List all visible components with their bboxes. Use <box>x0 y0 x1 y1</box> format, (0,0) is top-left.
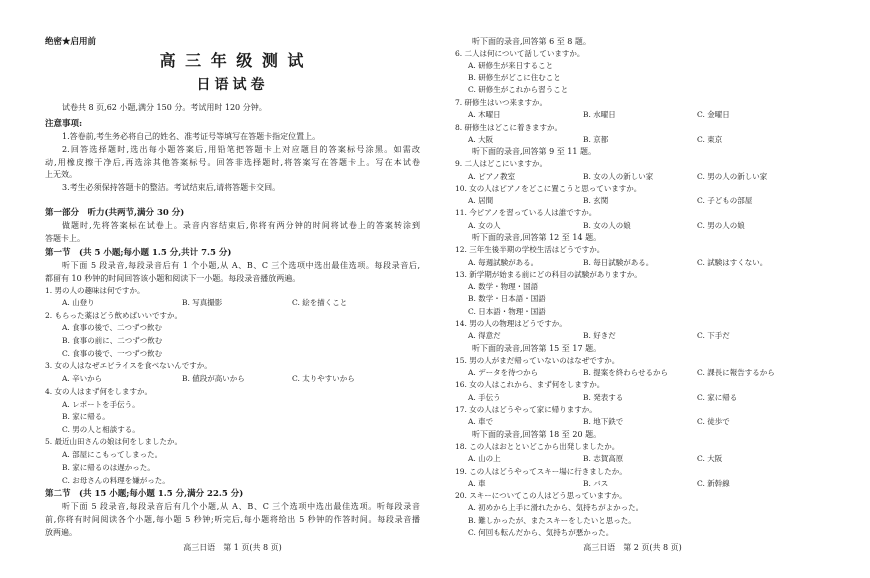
question-text: 2. もらった薬はどう飲めばいいですか。 <box>45 311 183 320</box>
group-intro: 听下面的录音,回答第 15 至 17 题。 <box>472 344 602 353</box>
notice-item-2-line: 动,用橡皮擦干净后,再选涂其他答案标号。回答非选择题时,将答案写在答题卡上。写在本试卷 <box>45 158 420 167</box>
section1-heading: 第一节 (共 5 小题;每小题 1.5 分,共计 7.5 分) <box>45 248 232 258</box>
option-c: C. 課長に報告するから <box>697 368 775 377</box>
option-c: C. 絵を描くこと <box>292 298 348 307</box>
option-c: C. 徒歩で <box>697 417 730 426</box>
option-c: C. 下手だ <box>697 331 730 340</box>
option-a: A. 部屋にこもってしまった。 <box>62 450 163 459</box>
exam-page-2 <box>435 0 870 578</box>
option-b: B. 難しかったが、またスキーをしたいと思った。 <box>468 516 636 525</box>
question-text: 19. この人はどうやってスキー場に行きましたか。 <box>455 467 627 476</box>
part1-heading: 第一部分 听力(共两节,满分 30 分) <box>45 208 185 218</box>
section2-instruction-line: 前,你将有时间阅读各个小题,每小题 5 秒钟;听完后,每小题将给出 5 秒钟的作答时间。每段录音播 <box>45 515 420 524</box>
notice-heading: 注意事项: <box>45 119 83 129</box>
option-a: A. レポートを手伝う。 <box>62 400 140 409</box>
question-text: 11. 今ピアノを習っている人は誰ですか。 <box>455 208 597 217</box>
section2-heading: 第二节 (共 15 小题;每小题 1.5 分,满分 22.5 分) <box>45 489 244 499</box>
section1-instruction-line: 都留有 10 秒钟的时间回答该小题和阅读下一小题。每段录音播放两遍。 <box>45 274 301 283</box>
option-a: A. 辛いから <box>62 374 103 383</box>
question-text: 16. 女の人はこれから、まず何をしますか。 <box>455 380 605 389</box>
option-a: A. 山登り <box>62 298 95 307</box>
option-c: C. 日本語・物理・国語 <box>468 307 546 316</box>
question-text: 9. 二人はどこにいますか。 <box>455 159 548 168</box>
option-c: C. 男の人と相談する。 <box>62 425 140 434</box>
question-text: 8. 研修生はどこに着きますか。 <box>455 123 563 132</box>
question-text: 20. スキーについてこの人はどう思っていますか。 <box>455 491 627 500</box>
page-footer: 高三日语 第 1 页(共 8 页) <box>183 543 282 552</box>
exam-subtitle: 日语试卷 <box>196 77 269 93</box>
option-b: B. 京都 <box>583 135 609 144</box>
option-c: C. 男の人の新しい家 <box>697 172 768 181</box>
notice-item-2-line: 上无效。 <box>45 170 77 179</box>
option-b: B. 女の人の娘 <box>583 221 631 230</box>
exam-title: 高 三 年 级 测 试 <box>159 51 306 70</box>
option-b: B. 研修生がどこに住むこと <box>468 73 561 82</box>
option-b: B. 発表する <box>583 393 624 402</box>
part1-instruction-line: 做题时,先将答案标在试卷上。录音内容结束后,你将有两分钟的时间将试卷上的答案转涂到 <box>62 221 420 230</box>
question-text: 12. 三年生後半期の学校生活はどうですか。 <box>455 245 605 254</box>
option-c: C. 食事の後で、一つずつ飲む <box>62 349 163 358</box>
option-c: C. 金曜日 <box>697 110 730 119</box>
option-b: B. 食事の前に、二つずつ飲む <box>62 336 163 345</box>
option-c: C. お母さんの料理を嫌がった。 <box>62 476 170 485</box>
question-text: 15. 男の人がまだ帰っていないのはなぜですか。 <box>455 356 620 365</box>
exam-info: 试卷共 8 页,62 小题,满分 150 分。考试用时 120 分钟。 <box>62 103 267 112</box>
question-text: 10. 女の人はピアノをどこに置こうと思っていますか。 <box>455 184 642 193</box>
notice-item-2-line: 2.回答选择题时,选出每小题答案后,用铅笔把答题卡上对应题目的答案标号涂黑。如需改 <box>62 145 420 154</box>
group-intro: 听下面的录音,回答第 18 至 20 题。 <box>472 430 602 439</box>
option-a: A. 山の上 <box>468 454 501 463</box>
option-b: B. 毎日試験がある。 <box>583 258 654 267</box>
option-a: A. 女の人 <box>468 221 501 230</box>
question-text: 4. 女の人はまず何をしますか。 <box>45 387 153 396</box>
option-c: C. 試験はすくない。 <box>697 258 768 267</box>
option-a: A. 初めから上手に滑れたから、気持ちがよかった。 <box>468 503 644 512</box>
question-text: 5. 最近山田さんの娘は何をしましたか。 <box>45 437 183 446</box>
section1-instruction-line: 听下面 5 段录音,每段录音后有 1 个小题,从 A、B、C 三个选项中选出最佳选项。每段录音后, <box>62 261 420 270</box>
section2-instruction-line: 听下面 5 段录音,每段录音后有几个小题,从 A、B、C 三个选项中选出最佳选项。听每段录音 <box>62 502 420 511</box>
secret-label: 绝密★启用前 <box>45 37 97 47</box>
option-a: A. 研修生が来日すること <box>468 61 554 70</box>
question-text: 6. 二人は何について話していますか。 <box>455 49 585 58</box>
page-footer: 高三日语 第 2 页(共 8 页) <box>583 543 682 552</box>
option-a: A. 車で <box>468 417 494 426</box>
question-text: 17. 女の人はどうやって家に帰りますか。 <box>455 405 597 414</box>
option-b: B. 玄関 <box>583 196 609 205</box>
question-text: 1. 男の人の趣味は何ですか。 <box>45 286 145 295</box>
option-b: B. 家に帰るのは遅かった。 <box>62 463 155 472</box>
option-b: B. バス <box>583 479 609 488</box>
option-b: B. 数学・日本語・国語 <box>468 294 546 303</box>
notice-item-1: 1.答卷前,考生务必将自己的姓名、准考证号等填写在答题卡指定位置上。 <box>62 132 321 141</box>
notice-item-3: 3.考生必须保持答题卡的整洁。考试结束后,请将答题卡交回。 <box>62 183 281 192</box>
option-b: B. 写真撮影 <box>182 298 223 307</box>
group-intro: 听下面的录音,回答第 6 至 8 题。 <box>472 37 591 46</box>
option-c: C. 子どもの部屋 <box>697 196 753 205</box>
option-c: C. 家に帰る <box>697 393 738 402</box>
question-text: 13. 新学期が始まる前にどの科目の試験がありますか。 <box>455 270 642 279</box>
question-text: 18. この人はおとといどこから出発しましたか。 <box>455 442 620 451</box>
option-b: B. 水曜日 <box>583 110 616 119</box>
question-text: 14. 男の人の物理はどうですか。 <box>455 319 567 328</box>
option-a: A. 手伝う <box>468 393 501 402</box>
question-text: 7. 研修生はいつ来ますか。 <box>455 98 548 107</box>
option-c: C. 東京 <box>697 135 723 144</box>
group-intro: 听下面的录音,回答第 9 至 11 题。 <box>472 147 596 156</box>
option-b: B. 好きだ <box>583 331 616 340</box>
option-b: B. 家に帰る。 <box>62 412 110 421</box>
option-b: B. 値段が高いから <box>182 374 245 383</box>
option-c: C. 太りやすいから <box>292 374 355 383</box>
option-b: B. 地下鉄で <box>583 417 624 426</box>
option-a: A. データを待つから <box>468 368 539 377</box>
option-c: C. 何回も転んだから、気持ちが悪かった。 <box>468 528 614 537</box>
option-a: A. 食事の後で、二つずつ飲む <box>62 323 163 332</box>
part1-instruction-line: 答题卡上。 <box>45 234 85 243</box>
option-c: C. 研修生がこれから習うこと <box>468 85 569 94</box>
option-a: A. ピアノ教室 <box>468 172 516 181</box>
option-a: A. 居間 <box>468 196 494 205</box>
option-b: B. 提案を終わらせるから <box>583 368 669 377</box>
option-b: B. 志賀高原 <box>583 454 624 463</box>
section2-instruction-line: 放两遍。 <box>45 528 77 537</box>
option-a: A. 木曜日 <box>468 110 501 119</box>
question-text: 3. 女の人はなぜエビライスを食べないんですか。 <box>45 361 212 370</box>
group-intro: 听下面的录音,回答第 12 至 14 题。 <box>472 233 602 242</box>
option-b: B. 女の人の新しい家 <box>583 172 654 181</box>
option-a: A. 得意だ <box>468 331 501 340</box>
option-c: C. 大阪 <box>697 454 723 463</box>
option-c: C. 男の人の娘 <box>697 221 745 230</box>
option-a: A. 毎週試験がある。 <box>468 258 539 267</box>
option-a: A. 数学・物理・国語 <box>468 282 539 291</box>
option-a: A. 車 <box>468 479 486 488</box>
option-c: C. 新幹線 <box>697 479 730 488</box>
option-a: A. 大阪 <box>468 135 494 144</box>
